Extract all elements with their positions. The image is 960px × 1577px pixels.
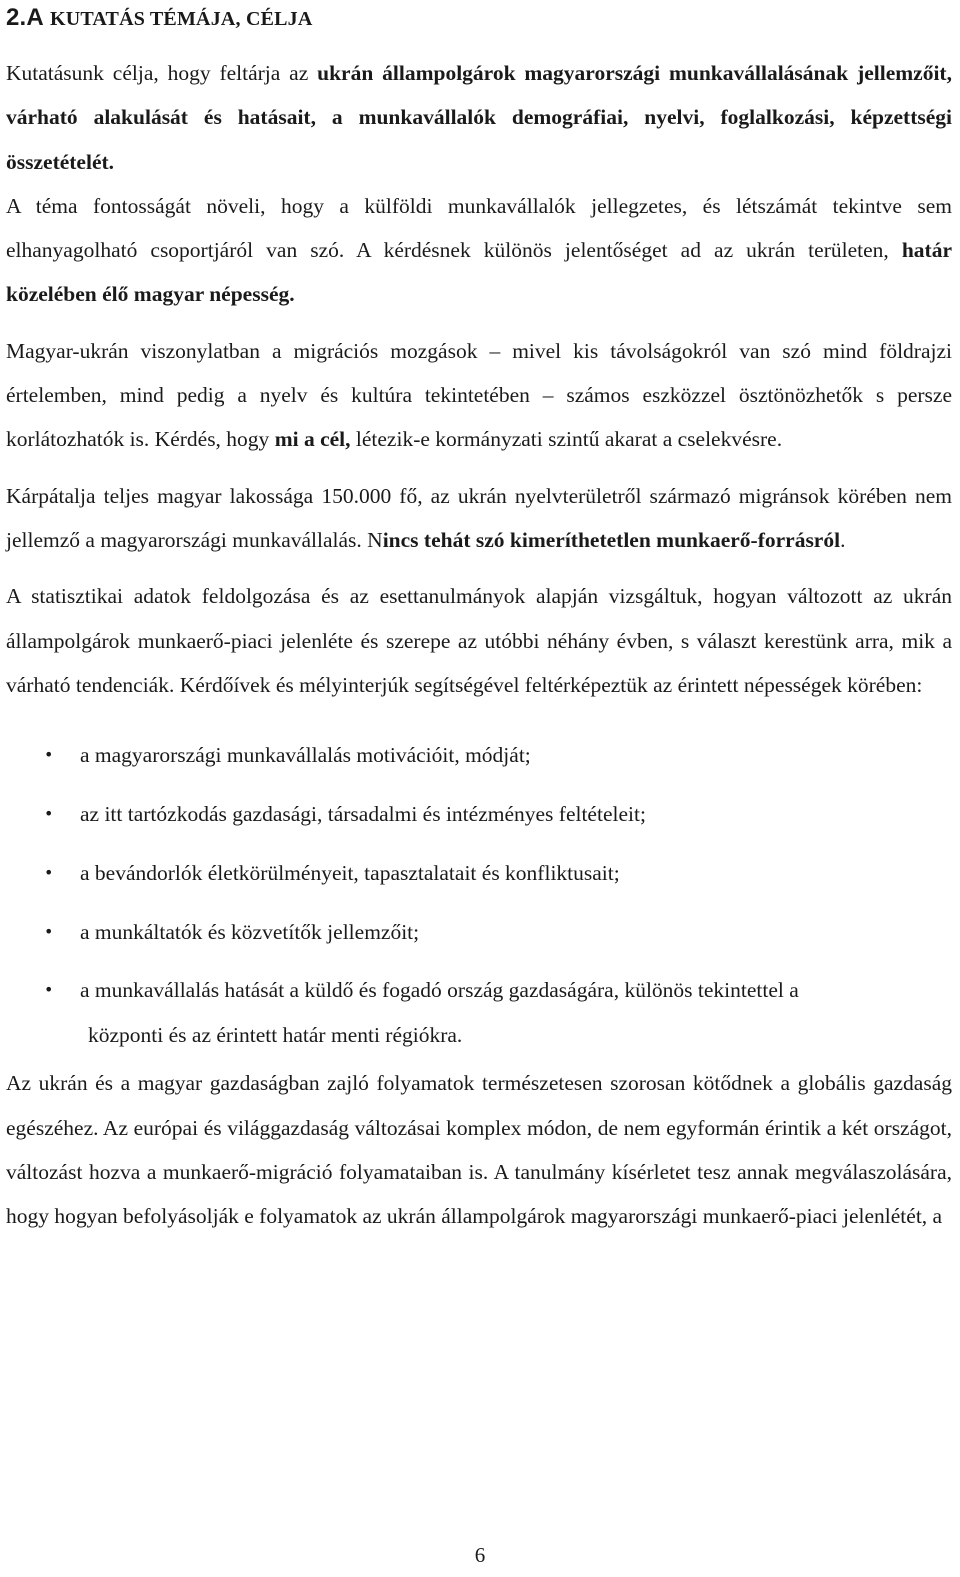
paragraph-emphasis: incs tehát szó kimeríthetetlen munkaerő-forrásról — [382, 527, 841, 552]
document-page — [6, 0, 952, 1239]
paragraph-emphasis: határ közelében élő magyar népesség. — [6, 238, 952, 307]
paragraph-methods: A statisztikai adatok feldolgozása és az esettanulmányok alapján vizsgáltuk, hogyan változott az ukrán állampolgárok munkaerő-piaci jelenléte és szerepe az utóbbi néhány évben, s választ kerestünk arra, mik a várható tendenciák. Kérdőívek és mélyinterjúk segítségével feltérképeztük az érintett népességek körében: — [6, 584, 952, 697]
list-item — [6, 733, 952, 777]
list-item-text: a munkáltatók és közvetítők jellemzőit; — [80, 919, 420, 944]
paragraph-text: . — [840, 527, 846, 552]
section-heading — [6, 0, 952, 35]
paragraph-emphasis: mi a cél, — [274, 427, 351, 452]
list-item-text: a magyarországi munkavállalás motivációit, módját; — [80, 743, 531, 768]
paragraph-economy: Az ukrán és a magyar gazdaságban zajló folyamatok természetesen szorosan kötődnek a globális gazdaság egészéhez. Az európai és világgazdaság változásai komplex módon, de nem egyformán érintik a két országot, változást hozva a munkaerő-migráció folyamataiban is. A tanulmány kísérletet tesz annak megválaszolására, hogy hogyan befolyásolják e folyamatok az ukrán állampolgárok magyarországi munkaerő-piaci jelenlétét, a — [6, 1071, 952, 1229]
paragraph-text: A téma fontosságát növeli, hogy a külföldi munkavállalók jellegzetes, és létszámát tekintve sem elhanyagolható csoportjáról van szó. A kérdésnek különös jelentőséget ad az ukrán területen, — [6, 193, 952, 263]
list-item — [6, 792, 952, 836]
bullet-list — [6, 733, 952, 1057]
paragraph-importance — [6, 184, 952, 317]
page-number: 6 — [474, 1543, 486, 1567]
bullet-icon: • — [44, 980, 54, 1000]
paragraph-text: létezik-e kormányzati szintű akarat a cselekvésre. — [350, 427, 783, 452]
bullet-icon: • — [44, 862, 54, 882]
bullet-icon: • — [44, 745, 54, 765]
bullet-icon: • — [44, 803, 54, 823]
list-item — [6, 910, 952, 954]
section-heading-prefix: 2.A — [6, 4, 50, 31]
paragraph-research-goal — [6, 51, 952, 184]
list-item — [6, 851, 952, 895]
section-heading-title: KUTATÁS TÉMÁJA, CÉLJA — [49, 8, 313, 30]
bullet-icon: • — [44, 921, 54, 941]
paragraph-karpatalja — [6, 474, 952, 563]
list-item-text: a munkavállalás hatását a küldő és fogadó ország gazdaságára, különös tekintettel a — [80, 978, 799, 1003]
paragraph-text: Kárpátalja teljes magyar lakossága 150.000 fő, az ukrán nyelvterületről származó migránsok körében nem jellemző a magyarországi munkavállalás. N — [6, 483, 952, 552]
paragraph-text: Magyar-ukrán viszonylatban a migrációs mozgások – mivel kis távolságokról van szó mind földrajzi értelemben, mind pedig a nyelv és kultúra tekintetében – számos eszközzel ösztönözhetők s persze korlátozhatók is. Kérdés, hogy — [6, 338, 952, 452]
list-item-text: a bevándorlók életkörülményeit, tapasztalatait és konfliktusait; — [80, 860, 620, 885]
list-item — [6, 968, 952, 1057]
paragraph-migration — [6, 329, 952, 462]
list-item-text: az itt tartózkodás gazdasági, társadalmi és intézményes feltételeit; — [80, 801, 646, 826]
paragraph-emphasis: ukrán állampolgárok magyarországi munkavállalásának jellemzőit, várható alakulását és hatásait, a munkavállalók demográfiai, nyelvi, foglalkozási, képzettségi összetételét. — [6, 61, 952, 174]
paragraph-text: Kutatásunk célja, hogy feltárja az — [6, 61, 318, 85]
list-item-continuation: központi és az érintett határ menti régiókra. — [88, 1022, 463, 1047]
